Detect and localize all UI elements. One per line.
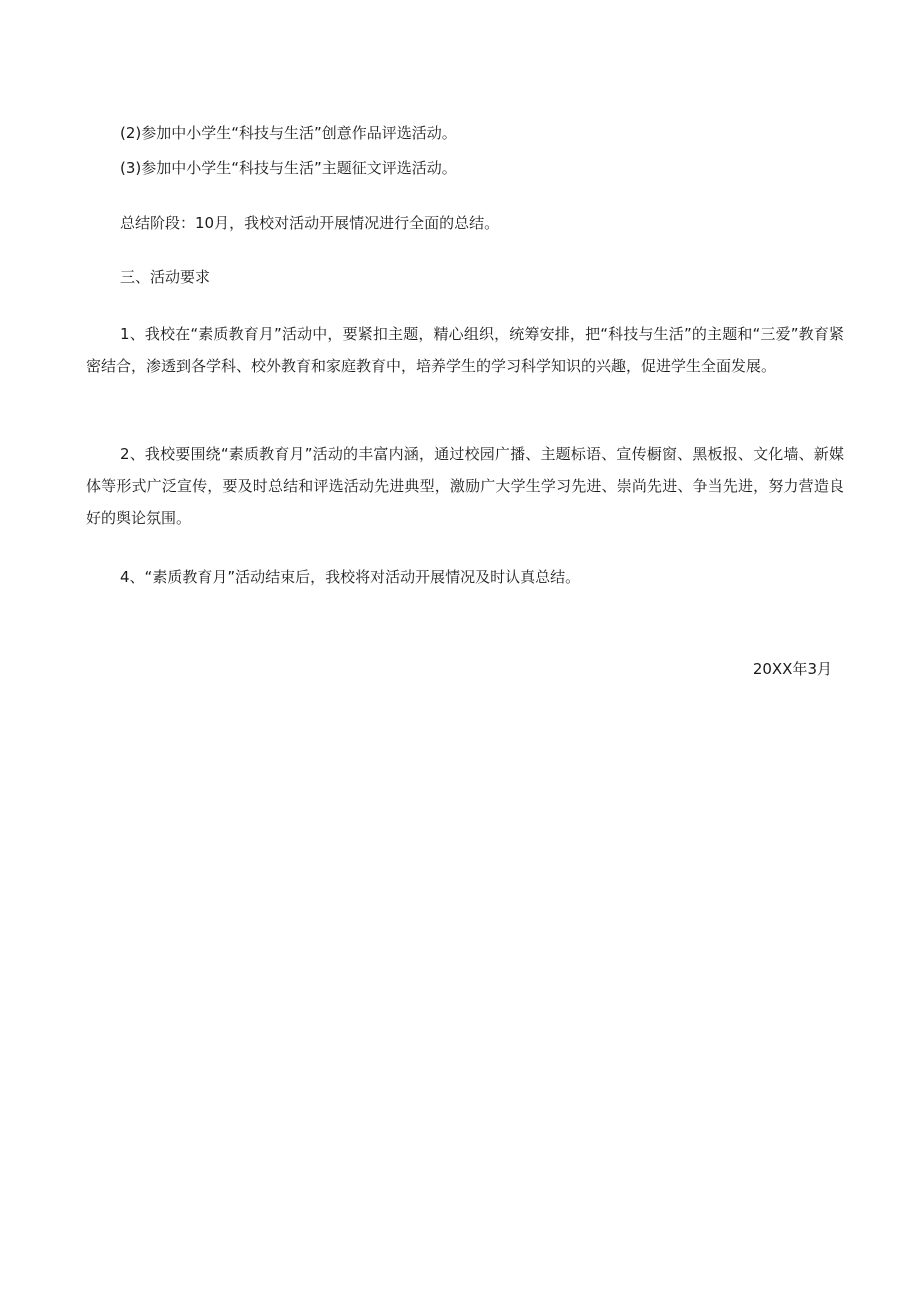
list-item: (3)参加中小学生“科技与生活”主题征文评选活动。	[120, 159, 457, 177]
summary-stage-text: 总结阶段：10月，我校对活动开展情况进行全面的总结。	[120, 214, 500, 232]
section-heading: 三、活动要求	[120, 268, 211, 286]
requirement-paragraph-4: 4、“素质教育月”活动结束后，我校将对活动开展情况及时认真总结。	[120, 568, 581, 586]
document-date: 20XX年3月	[752, 660, 832, 678]
requirement-paragraph-1: 1、我校在“素质教育月”活动中，要紧扣主题，精心组织，统筹安排，把“科技与生活”的主题和“三爱”教育紧密结合，渗透到各学科、校外教育和家庭教育中，培养学生的学习科学知识的兴趣，促进学生全面发展。	[86, 325, 844, 375]
list-item: (2)参加中小学生“科技与生活”创意作品评选活动。	[120, 124, 457, 142]
requirement-paragraph-2: 2、我校要围绕“素质教育月”活动的丰富内涵，通过校园广播、主题标语、宣传橱窗、黑板报、文化墙、新媒体等形式广泛宣传，要及时总结和评选活动先进典型，激励广大学生学习先进、崇尚先进、争当先进，努力营造良好的舆论氛围。	[86, 445, 844, 527]
